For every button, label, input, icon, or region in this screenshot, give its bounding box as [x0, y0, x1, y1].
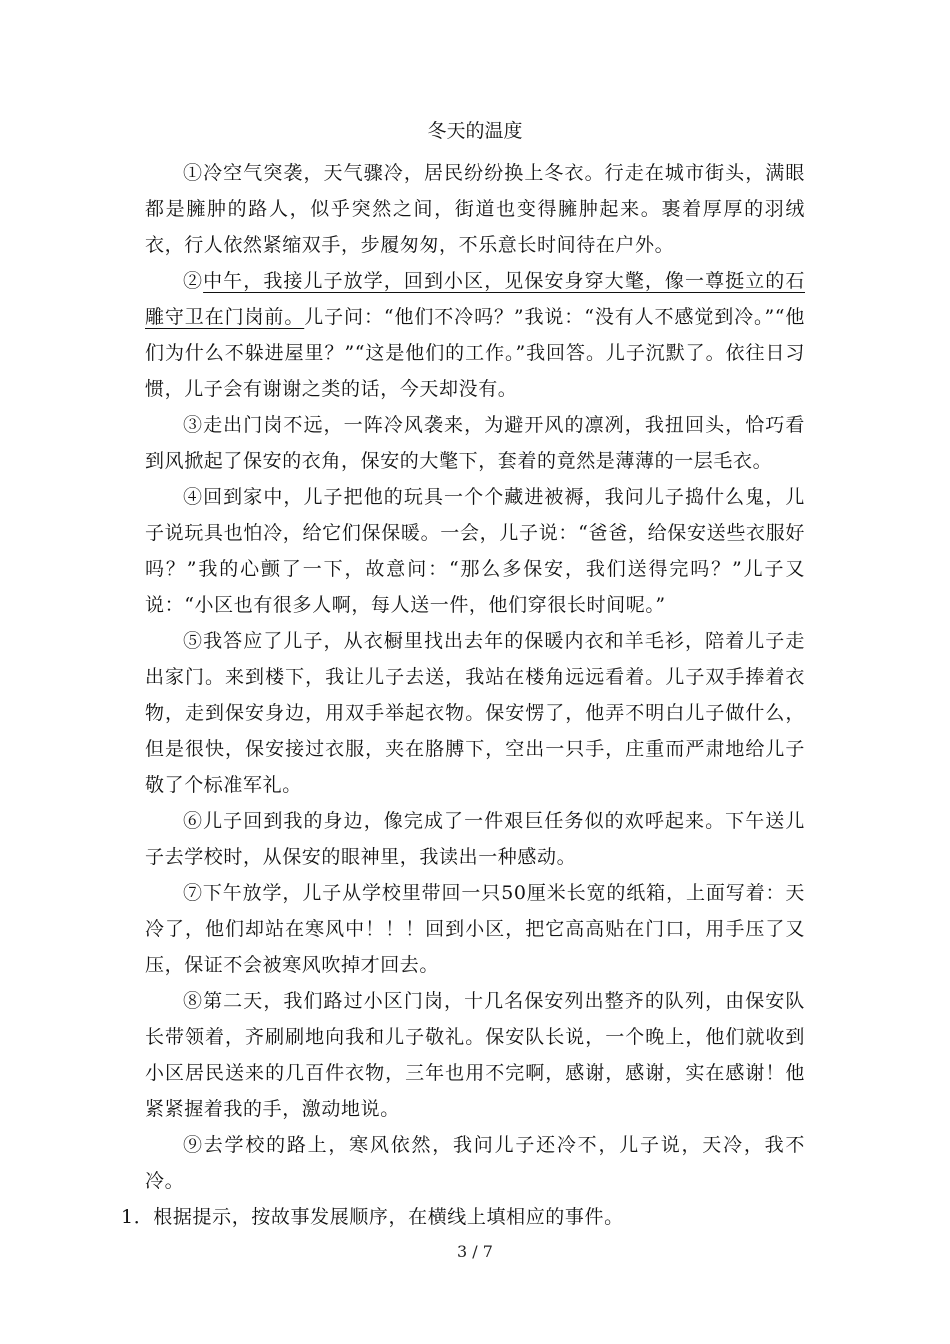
paragraph-2 — [145, 263, 805, 407]
paragraph-1: ①冷空气突袭，天气骤冷，居民纷纷换上冬衣。行走在城市街头，满眼都是臃肿的路人，似乎突然之间，街道也变得臃肿起来。裹着厚厚的羽绒衣，行人依然紧缩双手，步履匆匆，不乐意长时间待在户外。 — [145, 162, 805, 256]
paragraph-8: ⑧第二天，我们路过小区门岗，十几名保安列出整齐的队列，由保安队长带领着，齐刷刷地向我和儿子敬礼。保安队长说，一个晚上，他们就收到小区居民送来的几百件衣物，三年也用不完啊，感谢，感谢，实在感谢！他紧紧握着我的手，激动地说。 — [145, 990, 805, 1120]
article-title: 冬天的温度 — [427, 120, 523, 142]
article-body — [121, 155, 805, 1235]
paragraph-2-number: ② — [183, 270, 204, 292]
paragraph-7: ⑦下午放学，儿子从学校里带回一只50厘米长宽的纸箱，上面写着：天冷了，他们却站在寒风中！！！回到小区，把它高高贴在门口，用手压了又压，保证不会被寒风吹掉才回去。 — [145, 882, 805, 976]
underlined-sentence: 中午，我接儿子放学，回到小区，见保安身穿大氅，像一尊挺立的石雕守卫在门岗前。 — [145, 270, 805, 328]
page-number: 3 / 7 — [457, 1242, 493, 1261]
paragraph-6: ⑥儿子回到我的身边，像完成了一件艰巨任务似的欢呼起来。下午送儿子去学校时，从保安的眼神里，我读出一种感动。 — [145, 810, 805, 868]
paragraph-9: ⑨去学校的路上，寒风依然，我问儿子还冷不，儿子说，天冷，我不冷。 — [145, 1134, 805, 1192]
paragraph-5: ⑤我答应了儿子，从衣橱里找出去年的保暖内衣和羊毛衫，陪着儿子走出家门。来到楼下，我让儿子去送，我站在楼角远远看着。儿子双手捧着衣物，走到保安身边，用双手举起衣物。保安愣了，他弄不明白儿子做什么，但是很快，保安接过衣服，夹在胳膊下，空出一只手，庄重而严肃地给儿子敬了个标准军礼。 — [145, 630, 805, 796]
question-1: 1．根据提示，按故事发展顺序，在横线上填相应的事件。 — [121, 1206, 624, 1228]
paragraph-2-text: 儿子问：“他们不冷吗？”我说：“没有人不感觉到冷。”“他们为什么不躲进屋里？”“这是他们的工作。”我回答。儿子沉默了。依往日习惯，儿子会有谢谢之类的话，今天却没有。 — [145, 306, 805, 400]
paragraph-3: ③走出门岗不远，一阵冷风袭来，为避开风的凛冽，我扭回头，恰巧看到风掀起了保安的衣角，保安的大氅下，套着的竟然是薄薄的一层毛衣。 — [145, 414, 805, 472]
paragraph-4: ④回到家中，儿子把他的玩具一个个藏进被褥，我问儿子捣什么鬼，儿子说玩具也怕冷，给它们保保暖。一会，儿子说：“爸爸，给保安送些衣服好吗？”我的心颤了一下，故意问：“那么多保安，我们送得完吗？”儿子又说：“小区也有很多人啊，每人送一件，他们穿很长时间呢。” — [145, 486, 805, 616]
